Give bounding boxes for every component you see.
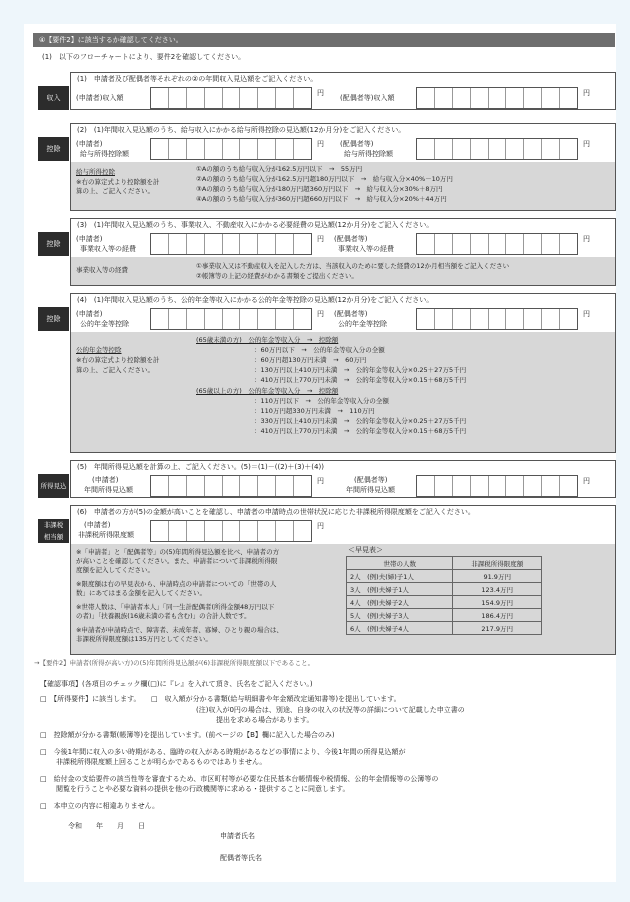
pension-under65-2: ：60万円超130万円未満 → 60万円 xyxy=(254,356,367,364)
salary-note-1: ※右の算定式より控除額を計 xyxy=(76,178,160,186)
yen-label: 円 xyxy=(583,89,590,97)
applicant-pension-label-2: 公的年金等控除 xyxy=(80,320,129,328)
limit-cell: 154.9万円 xyxy=(453,596,542,609)
spouse-pension-field[interactable] xyxy=(416,308,578,330)
date-field[interactable]: 令和 年 月 日 xyxy=(68,822,145,830)
yen-label: 円 xyxy=(317,89,324,97)
applicant-business-label-1: (申請者) xyxy=(76,235,103,243)
table-row xyxy=(347,596,542,609)
confirm-title: 【確認事項】(各項目のチェック欄(□)に『レ』を入れて頂き、氏名をご記入ください。) xyxy=(40,680,313,688)
pension-over65-4: ：410万円以上770万円未満 → 公的年金等収入分×0.15＋68万5千円 xyxy=(254,427,467,435)
salary-formula-2: ②Aの額のうち給与収入分が162.5万円超180万円以下 → 給与収入分×40%－10万円 xyxy=(196,175,453,183)
table-header-row xyxy=(347,557,542,570)
section-business-title: (3) (1)年間収入見込額のうち、事業収入、不動産収入にかかる必要経費の見込額(12か月分)をご記入ください。 xyxy=(77,221,434,229)
business-note-2: ②帳簿等の上記の経費がわかる書類をご提出ください。 xyxy=(196,272,358,280)
limit-note-4: ※限度額は右の早見表から、申請時点の申請者についての「世帯の人 xyxy=(76,580,277,588)
salary-note-2: 算の上、ご記入ください。 xyxy=(76,187,154,195)
applicant-estimate-label-2: 年間所得見込額 xyxy=(84,486,133,494)
checkbox-no-large-income[interactable]: □ 今後1年間に収入の多い時期がある、臨時の収入がある時期があるなどの事情により、今後1年間の所得見込額が xyxy=(40,748,406,756)
applicant-business-field[interactable] xyxy=(150,233,312,255)
pension-over65-1: ：110万円以下 → 公的年金等収入分の全額 xyxy=(254,397,389,405)
limit-note-9: 非課税所得限度額は135万円としてください。 xyxy=(76,635,212,643)
pension-under65-title: (65歳未満の方) 公的年金等収入分 → 控除額 xyxy=(196,336,339,344)
table-row xyxy=(347,570,542,583)
checkbox-deduction-docs[interactable]: □ 控除額が分かる書類(帳簿等)を提出しています。(前ページの【B】欄に記入した場合のみ) xyxy=(40,731,335,739)
tag-deduction: 控除 xyxy=(38,307,69,331)
pension-over65-title: (65歳以上の方) 公的年金等収入分 → 控除額 xyxy=(196,387,339,395)
household-cell: 3人 (例)夫婦子1人 xyxy=(347,583,453,596)
pension-under65-1: ：60万円以下 → 公的年金等収入分の全額 xyxy=(254,346,385,354)
pension-over65-2: ：110万円超330万円未満 → 110万円 xyxy=(254,407,375,415)
limit-note-5: 数」にあてはまる金額を記入してください。 xyxy=(76,589,206,597)
yen-label: 円 xyxy=(317,522,324,530)
quick-table-title: ＜早見表＞ xyxy=(348,546,383,554)
checkbox-no-discrepancy[interactable]: □ 本申立の内容に相違ありません。 xyxy=(40,802,160,810)
limit-note-8: ※申請者が申請時点で、障害者、未成年者、寡婦、ひとり親の場合は、 xyxy=(76,626,283,634)
limit-note-6: ※世帯人数は、「申請者本人」「同一生計配偶者(所得金額48万円以下 xyxy=(76,603,275,611)
business-note-1: ①事業収入又は不動産収入を記入した方は、当該収入のために要した経費の12か月相当額をご記入ください xyxy=(196,262,510,270)
applicant-business-label-2: 事業収入等の経費 xyxy=(80,245,136,253)
applicant-limit-field[interactable] xyxy=(150,520,312,542)
spouse-income-label: (配偶者等)収入額 xyxy=(340,94,395,102)
checkbox-income-requirement[interactable]: □ 【所得要件】に該当します。 □ 収入額が分かる書類(給与明細書や年金額改定通知書等)を提出しています。 xyxy=(40,695,401,703)
applicant-estimate-field[interactable] xyxy=(150,475,312,497)
yen-label: 円 xyxy=(583,310,590,318)
table-row xyxy=(347,583,542,596)
section-header: ④【要件2】に該当するか確認してください。 xyxy=(33,33,615,47)
spouse-estimate-field[interactable] xyxy=(416,475,578,497)
salary-formula-1: ①Aの額のうち給与収入分が162.5万円以下 → 55万円 xyxy=(196,165,363,173)
tag-income-estimate: 所得見込 xyxy=(38,474,69,498)
household-cell: 6人 (例)夫婦子4人 xyxy=(347,622,453,635)
household-cell: 2人 (例)夫(婦)子1人 xyxy=(347,570,453,583)
spouse-business-label-1: (配偶者等) xyxy=(334,235,368,243)
spouse-business-label-2: 事業収入等の経費 xyxy=(338,245,394,253)
tag-deduction: 控除 xyxy=(38,137,69,161)
household-cell: 4人 (例)夫婦子2人 xyxy=(347,596,453,609)
applicant-pension-label-1: (申請者) xyxy=(76,310,103,318)
pension-under65-4: ：410万円以上770万円未満 → 公的年金等収入分×0.15＋68万5千円 xyxy=(254,376,467,384)
applicant-pension-field[interactable] xyxy=(150,308,312,330)
pension-note-2: 算の上、ご記入ください。 xyxy=(76,366,154,374)
household-cell: 5人 (例)夫婦子3人 xyxy=(347,609,453,622)
spouse-pension-label-1: (配偶者等) xyxy=(334,310,368,318)
intro-text: (1) 以下のフローチャートにより、要件2を確認してください。 xyxy=(42,53,246,61)
salary-formula-4: ④Aの額のうち給与収入分が360万円超660万円以下 → 給与収入分×20%＋44万円 xyxy=(196,195,447,203)
salary-formula-3: ③Aの額のうち給与収入分が180万円超360万円以下 → 給与収入分×30%＋8万円 xyxy=(196,185,443,193)
confirm-note-2: 提出を求める場合があります。 xyxy=(216,716,314,724)
applicant-estimate-label-1: (申請者) xyxy=(92,476,119,484)
section-limit-title: (6) 申請者の方が(5)の金額が高いことを確認し、申請者の申請時点の世帯状況に応じた非課税所得限度額をご記入ください。 xyxy=(77,508,475,516)
spouse-estimate-label-1: (配偶者等) xyxy=(354,476,388,484)
tag-nontaxable: 非課税 相当額 xyxy=(38,519,69,543)
section-pension-title: (4) (1)年間収入見込額のうち、公的年金等収入にかかる公的年金等控除の見込額(12か月分)をご記入ください。 xyxy=(77,296,434,304)
applicant-salary-field[interactable] xyxy=(150,138,312,160)
column-limit-amount: 非課税所得限度額 xyxy=(453,557,542,570)
pension-note-1: ※右の算定式より控除額を計 xyxy=(76,356,160,364)
yen-label: 円 xyxy=(317,477,324,485)
spouse-business-field[interactable] xyxy=(416,233,578,255)
pension-under65-3: ：130万円以上410万円未満 → 公的年金等収入分×0.25＋27万5千円 xyxy=(254,366,467,374)
applicant-salary-label-1: (申請者) xyxy=(76,140,103,148)
tag-income: 収入 xyxy=(38,86,69,110)
column-household-size: 世帯の人数 xyxy=(347,557,453,570)
applicant-limit-label-2: 非課税所得限度額 xyxy=(78,531,134,539)
yen-label: 円 xyxy=(583,140,590,148)
table-row xyxy=(347,622,542,635)
yen-label: 円 xyxy=(317,310,324,318)
salary-note-title: 給与所得控除 xyxy=(76,168,115,176)
checkbox-consent[interactable]: □ 給付金の支給要件の該当性等を審査するため、市区町村等が必要な住民基本台帳情報や税情報、公的年金情報等の公簿等の xyxy=(40,775,439,783)
confirm-note-1: (注)収入が0円の場合は、別途、自身の収入の状況等の詳細について記載した申立書の xyxy=(196,706,465,714)
spouse-salary-field[interactable] xyxy=(416,138,578,160)
table-row xyxy=(347,609,542,622)
confirm-note-3: 非課税所得限度額上回ることが明らかであるものではありません。 xyxy=(56,758,267,766)
spouse-pension-label-2: 公的年金等控除 xyxy=(338,320,387,328)
quick-reference-table xyxy=(346,556,542,635)
requirement2-note: →【要件2】申請者(所得が高い方)の(5)年間所得見込額が(6)非課税所得限度額以下であること。 xyxy=(34,659,315,667)
pension-over65-3: ：330万円以上410万円未満 → 公的年金等収入分×0.25＋27万5千円 xyxy=(254,417,467,425)
spouse-salary-label-2: 給与所得控除額 xyxy=(344,150,393,158)
limit-note-2: が高いことを確認してください。また、申請者について非課税所得限 xyxy=(76,557,278,565)
limit-cell: 123.4万円 xyxy=(453,583,542,596)
applicant-limit-label-1: (申請者) xyxy=(84,521,111,529)
section-income-title: (1) 申請者及び配偶者等それぞれの②の年間収入見込額をご記入ください。 xyxy=(77,75,318,83)
yen-label: 円 xyxy=(583,235,590,243)
applicant-income-field[interactable] xyxy=(150,87,312,109)
business-note-title: 事業収入等の経費 xyxy=(76,266,128,274)
spouse-name-label: 配偶者等氏名 xyxy=(220,854,262,862)
applicant-income-label: (申請者)収入額 xyxy=(76,94,124,102)
applicant-salary-label-2: 給与所得控除額 xyxy=(80,150,129,158)
limit-cell: 91.9万円 xyxy=(453,570,542,583)
yen-label: 円 xyxy=(317,140,324,148)
limit-note-3: 度額を記入してください。 xyxy=(76,566,154,574)
spouse-income-field[interactable] xyxy=(416,87,578,109)
limit-note-7: の者)」「扶養親族(16歳未満の者も含む)」の合計人数です。 xyxy=(76,612,251,620)
yen-label: 円 xyxy=(583,477,590,485)
section-estimate-title: (5) 年間所得見込額を計算の上、ご記入ください。(5)＝(1)－((2)＋(3)＋(4)) xyxy=(77,463,324,471)
spouse-salary-label-1: (配偶者等) xyxy=(340,140,374,148)
limit-cell: 217.9万円 xyxy=(453,622,542,635)
applicant-name-label: 申請者氏名 xyxy=(220,832,255,840)
section-salary-title: (2) (1)年間収入見込額のうち、給与収入にかかる給与所得控除の見込額(12か月分)をご記入ください。 xyxy=(77,126,406,134)
pension-note-title: 公的年金等控除 xyxy=(76,346,122,354)
tag-deduction: 控除 xyxy=(38,232,69,256)
spouse-estimate-label-2: 年間所得見込額 xyxy=(346,486,395,494)
yen-label: 円 xyxy=(317,235,324,243)
limit-note-1: ※「申請者」と「配偶者等」の(5)年間所得見込額を比べ、申請者の方 xyxy=(76,548,280,556)
confirm-note-4: 閲覧を行うことや必要な資料の提供を他の行政機関等に求める・提供することに同意します。 xyxy=(56,785,350,793)
limit-cell: 186.4万円 xyxy=(453,609,542,622)
